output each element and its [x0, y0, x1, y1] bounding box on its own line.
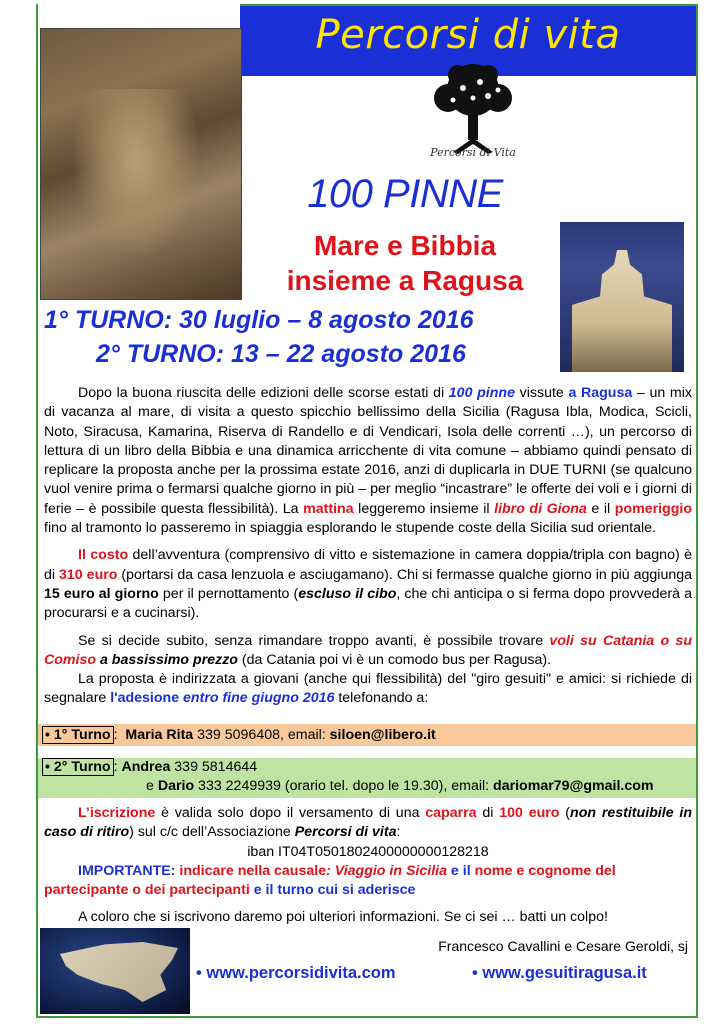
- turno-2-email: dariomar79@gmail.com: [493, 778, 654, 794]
- signature: Francesco Cavallini e Cesare Geroldi, sj: [438, 938, 688, 954]
- ragusa-aerial-photo: [40, 28, 242, 300]
- turno-2-dates: 2° TURNO: 13 – 22 agosto 2016: [96, 340, 466, 368]
- iscrizione-section: [44, 804, 692, 928]
- subtitle-line1: Mare e Bibbia: [313, 230, 497, 261]
- paragraph-final: A coloro che si iscrivono daremo poi ulteriori informazioni. Se ci sei … batti un colpo!: [78, 909, 608, 926]
- logo-caption: Percorsi di Vita: [430, 146, 516, 159]
- turno-1-email: siloen@libero.it: [329, 727, 436, 743]
- contact-turno-2: • 2° Turno : Andrea 339 5814644 e Dario 333 2249939 (orario tel. dopo le 19.30), email: dariomar79@gmail.com: [38, 758, 696, 798]
- sicily-island: [60, 942, 178, 1002]
- turno-2-phone-2: 333 2249939 (orario tel. dopo le 19.30), email:: [194, 778, 494, 794]
- link-gesuitiragusa[interactable]: • www.gesuitiragusa.it: [472, 964, 647, 982]
- turno-1-label: • 1° Turno: [42, 726, 114, 744]
- subtitle-line2: insieme a Ragusa: [286, 265, 524, 296]
- contact-turno-1: • 1° Turno : Maria Rita 339 5096408, email: siloen@libero.it: [38, 724, 696, 746]
- paragraph-importante: IMPORTANTE: indicare nella causale: Viaggio in Sicilia e il nome e cognome del partecipante o dei partecipanti e il turno cui si aderisce: [44, 862, 616, 899]
- turno-2-phone: 339 5814644: [170, 759, 258, 775]
- turno-1-phone: 339 5096408, email:: [193, 727, 330, 743]
- subtitle: [250, 228, 560, 298]
- paragraph-intro: Dopo la buona riuscita delle edizioni delle scorse estati di 100 pinne vissute a Ragusa – un mix di vacanza al mare, di visita a questo spicchio bellissimo della Sicilia (Ragusa Ibla, Modica, Scicli, Noto, Siracusa, Kamarina, Riserva di Randello e di Vendicari, Isola delle correnti …), un percorso di lettura di un libro della Bibbia e una dinamica arricchente di vita comune – abbiamo quindi pensato di replicare la proposta anche per la prossima estate 2016, anzi di duplicarla in DUE TURNI (se qualcuno vuol venire prima o fermarsi qualche giorno in più – per meglio “incastrare” le offerte dei voli e i giorni di ferie – è possibile questa flessibilità). La mattina leggeremo insieme il libro di Giona e il pomeriggio fino al tramonto lo passeremo in spiaggia esplorando le stupende coste della Sicilia sud orientale.: [44, 385, 692, 537]
- turno-2-contact-name-2: Dario: [157, 778, 195, 794]
- turno-1-contact-name: Maria Rita: [125, 727, 194, 743]
- turno-2-label: • 2° Turno: [42, 758, 114, 776]
- paragraph-iscrizione: L’iscrizione è valida solo dopo il versamento di una caparra di 100 euro (non restituibile in caso di ritiro) sul c/c dell’Associazione Percorsi di vita:: [44, 805, 693, 841]
- main-title: 100 PINNE: [307, 172, 503, 216]
- intro-paragraphs: [44, 384, 692, 709]
- paragraph-costo: Il costo dell’avventura (comprensivo di vitto e sistemazione in camera doppia/tripla con bagno) è di 310 euro (portarsi da casa lenzuola e asciugamano). Chi si fermasse qualche giorno in più aggiunga 15 euro al giorno per il pernottamento (escluso il cibo, che chi anticipa o si ferma dopo provvederà a procurarsi e a cucinarsi).: [44, 547, 693, 622]
- turno-2-contact-name: Andrea: [121, 759, 171, 775]
- iban: iban IT04T0501802400000000128218: [247, 843, 489, 860]
- header-title: Percorsi di vita: [315, 12, 621, 58]
- paragraph-proposta: La proposta è indirizzata a giovani (anche qui flessibilità) del "giro gesuiti" e amici: si richiede di segnalare l'adesione entro fine giugno 2016 telefonando a:: [44, 671, 692, 707]
- paragraph-voli: Se si decide subito, senza rimandare troppo avanti, è possibile trovare voli su Catania o su Comiso a bassissimo prezzo (da Catania poi vi è un comodo bus per Ragusa).: [44, 632, 692, 668]
- sicily-satellite-map: [40, 928, 190, 1014]
- turno-1-dates: 1° TURNO: 30 luglio – 8 agosto 2016: [44, 306, 474, 334]
- link-percorsidivita[interactable]: • www.percorsidivita.com: [196, 964, 396, 982]
